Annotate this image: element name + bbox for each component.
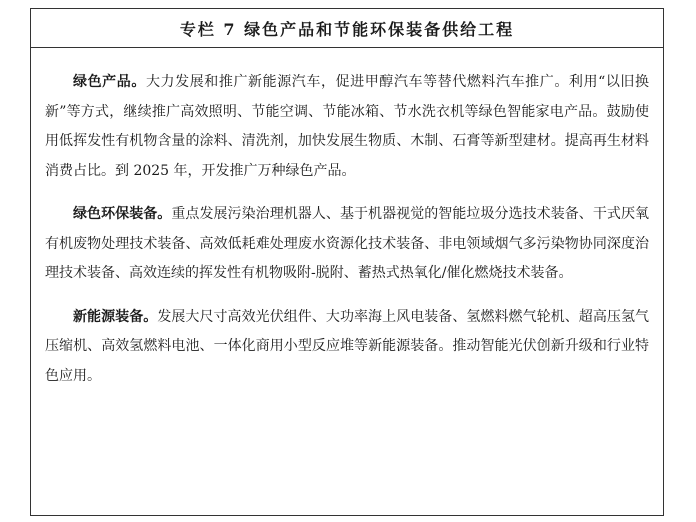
column-title: 专栏 7 绿色产品和节能环保装备供给工程 bbox=[179, 19, 515, 39]
column-body bbox=[31, 48, 663, 391]
section-heading: 绿色产品。 bbox=[73, 74, 146, 90]
section-new-energy-equipment bbox=[45, 303, 649, 392]
section-green-equipment bbox=[45, 200, 649, 289]
section-heading: 绿色环保装备。 bbox=[73, 206, 172, 222]
section-green-products bbox=[45, 68, 649, 186]
section-heading: 新能源装备。 bbox=[73, 308, 158, 325]
column-header bbox=[31, 9, 663, 48]
column-box bbox=[30, 8, 664, 516]
section-text: 发展大尺寸高效光伏组件、大功率海上风电装备、氢燃料燃气轮机、超高压氢气压缩机、高效氢燃料电池、一体化商用小型反应堆等新能源装备。推动智能光伏创新升级和行业特色应用。 bbox=[45, 308, 650, 384]
section-text: 大力发展和推广新能源汽车，促进甲醇汽车等替代燃料汽车推广。利用“以旧换新”等方式，继续推广高效照明、节能空调、节能冰箱、节水洗衣机等绿色智能家电产品。鼓励使用低挥发性有机物含量的涂料、清洗剂，加快发展生物质、木制、石膏等新型建材。提高再生材料消费占比。到 2025 年，开发推广万种绿色产品。 bbox=[45, 74, 650, 179]
section-text: 重点发展污染治理机器人、基于机器视觉的智能垃圾分选技术装备、干式厌氧有机废物处理技术装备、高效低耗难处理废水资源化技术装备、非电领域烟气多污染物协同深度治理技术装备、高效连续的挥发性有机物吸附-脱附、蓄热式热氧化/催化燃烧技术装备。 bbox=[45, 206, 650, 281]
